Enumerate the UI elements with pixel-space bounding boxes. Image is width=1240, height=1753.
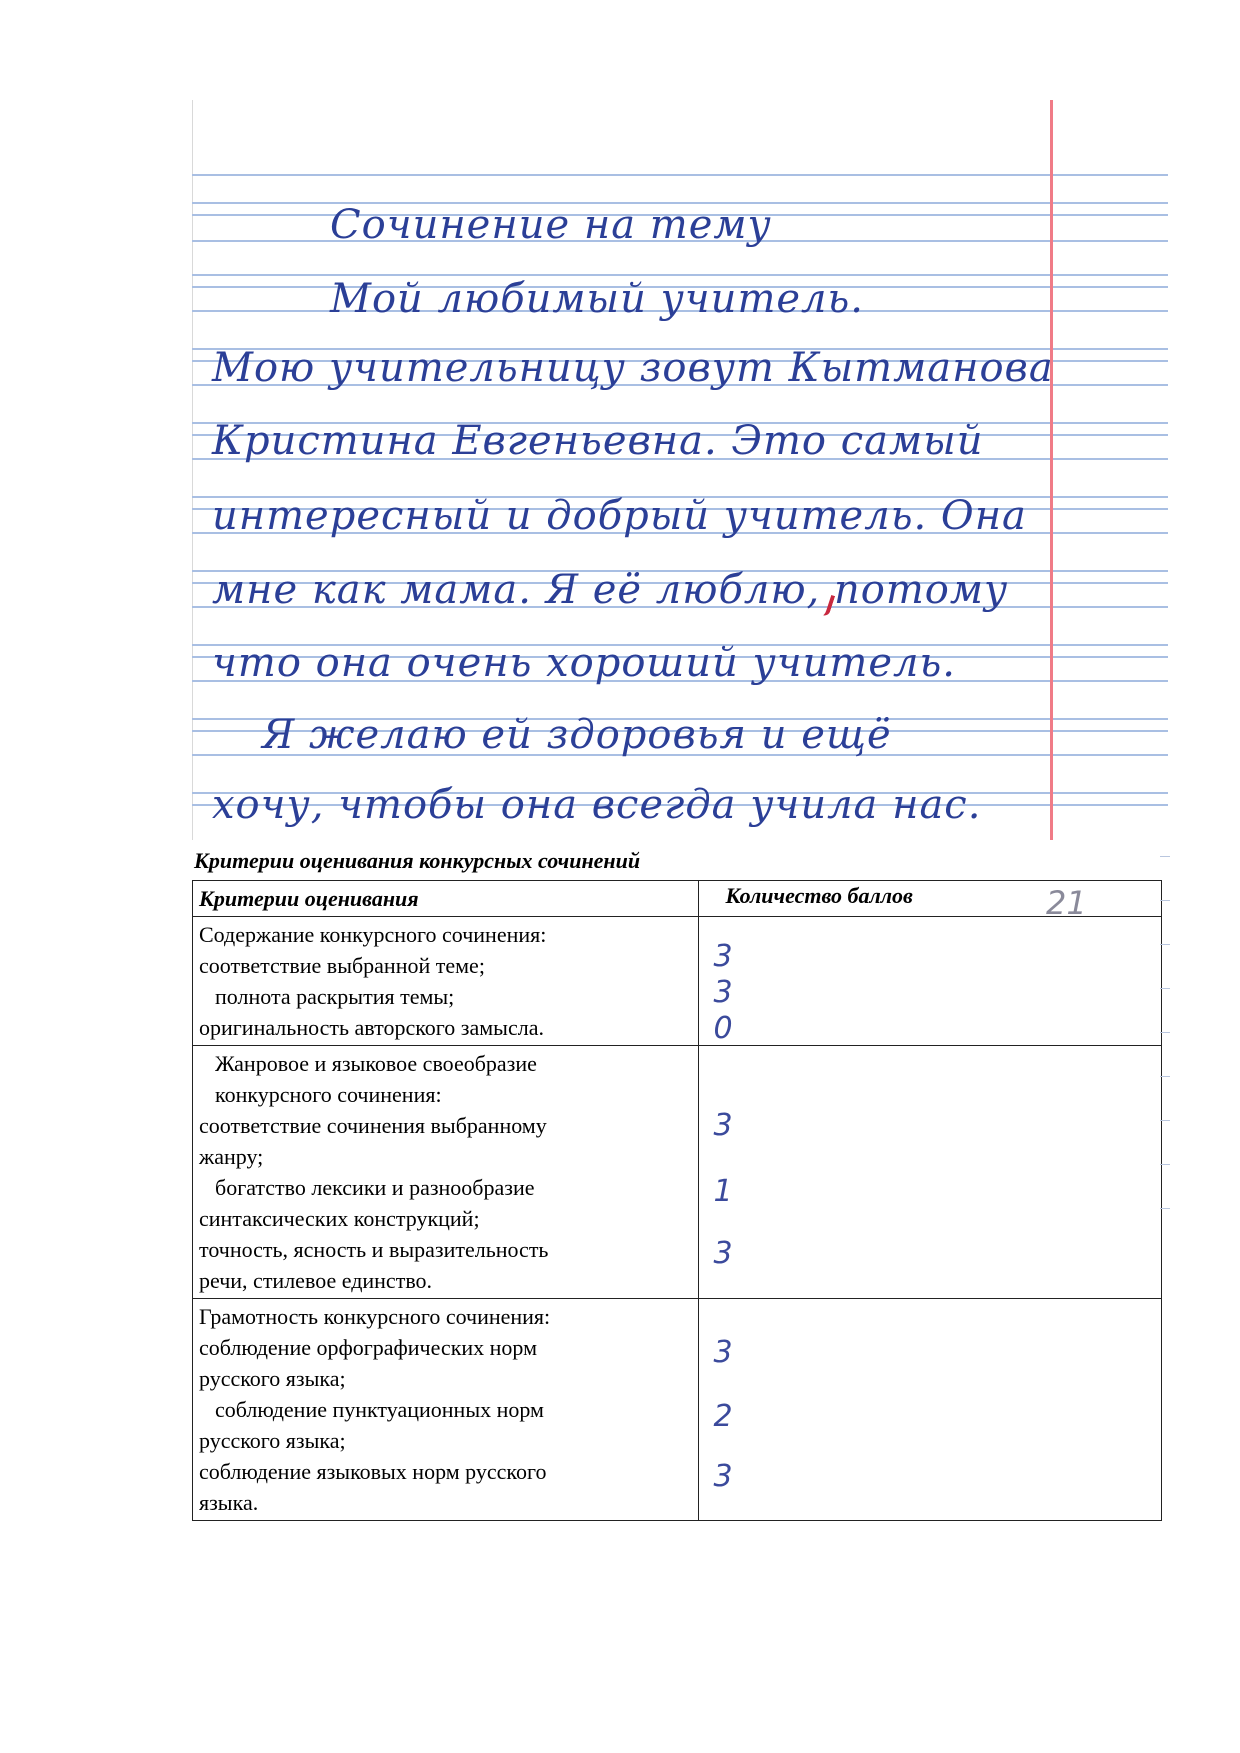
header-points-label: Количество баллов	[725, 883, 913, 908]
score-cell	[699, 1299, 1162, 1521]
criteria-line: речи, стилевое единство.	[199, 1268, 433, 1293]
criteria-cell	[193, 1299, 699, 1521]
red-margin-line	[1050, 100, 1053, 840]
essay-line: Кристина Евгеньевна. Это самый	[212, 418, 984, 464]
criteria-line: соблюдение языковых норм русского	[199, 1459, 547, 1484]
criteria-line: Содержание конкурсного сочинения:	[199, 922, 547, 947]
criteria-line: Жанровое и языковое своеобразие	[215, 1051, 537, 1076]
criteria-line: точность, ясность и выразительность	[199, 1237, 549, 1262]
essay-line: Сочинение на тему	[330, 202, 772, 248]
edge-tick	[1160, 1032, 1170, 1033]
edge-tick	[1160, 1208, 1170, 1209]
criteria-cell	[193, 1046, 699, 1299]
essay-line: Я желаю ей здоровья и ещё	[262, 712, 892, 758]
header-criteria: Критерии оценивания	[193, 881, 699, 917]
edge-tick	[1160, 900, 1170, 901]
edge-tick	[1160, 988, 1170, 989]
score-value: 1	[713, 1174, 733, 1209]
criteria-line: Грамотность конкурсного сочинения:	[199, 1304, 551, 1329]
score-value: 3	[713, 1108, 733, 1143]
criteria-table	[192, 880, 1162, 1521]
essay-line: интересный и добрый учитель. Она	[212, 493, 1027, 539]
criteria-line: конкурсного сочинения:	[215, 1082, 442, 1107]
criteria-cell	[193, 917, 699, 1046]
table-row	[193, 917, 1162, 1046]
criteria-line: русского языка;	[199, 1366, 346, 1391]
edge-tick	[1160, 944, 1170, 945]
header-points	[699, 881, 1162, 917]
criteria-line: полнота раскрытия темы;	[215, 984, 455, 1009]
criteria-line: соблюдение орфографических норм	[199, 1335, 538, 1360]
ruled-line	[192, 174, 1168, 176]
edge-tick	[1160, 1164, 1170, 1165]
table-header-row	[193, 881, 1162, 917]
criteria-line: соответствие сочинения выбранному	[199, 1113, 547, 1138]
score-value: 3	[713, 1236, 733, 1271]
criteria-line: богатство лексики и разнообразие	[215, 1175, 535, 1200]
essay-line: что она очень хороший учитель.	[212, 640, 956, 686]
edge-tick	[1160, 856, 1170, 857]
criteria-line: соблюдение пунктуационных норм	[215, 1397, 544, 1422]
table-row	[193, 1046, 1162, 1299]
score-value: 3	[713, 975, 733, 1010]
table-row	[193, 1299, 1162, 1521]
criteria-line: языка.	[199, 1490, 259, 1515]
edge-tick	[1160, 1120, 1170, 1121]
criteria-line: синтаксических конструкций;	[199, 1206, 480, 1231]
criteria-line: соответствие выбранной теме;	[199, 953, 485, 978]
edge-tick	[1160, 1076, 1170, 1077]
score-value: 0	[713, 1011, 733, 1046]
score-value: 3	[713, 1459, 733, 1494]
score-value: 3	[713, 939, 733, 974]
criteria-line: русского языка;	[199, 1428, 346, 1453]
score-cell	[699, 1046, 1162, 1299]
score-value: 2	[713, 1399, 733, 1434]
criteria-line: жанру;	[199, 1144, 264, 1169]
essay-line: мне как мама. Я её люблю, потому	[212, 567, 1009, 613]
criteria-title: Критерии оценивания конкурсных сочинений	[194, 848, 641, 873]
score-value: 3	[713, 1335, 733, 1370]
score-cell	[699, 917, 1162, 1046]
criteria-line: оригинальность авторского замысла.	[199, 1015, 544, 1040]
essay-line: хочу, чтобы она всегда учила нас.	[212, 782, 982, 828]
total-score: 21	[1046, 884, 1087, 922]
essay-line: Мою учительницу зовут Кытманова	[212, 345, 1054, 391]
essay-line: Мой любимый учитель.	[330, 276, 865, 322]
